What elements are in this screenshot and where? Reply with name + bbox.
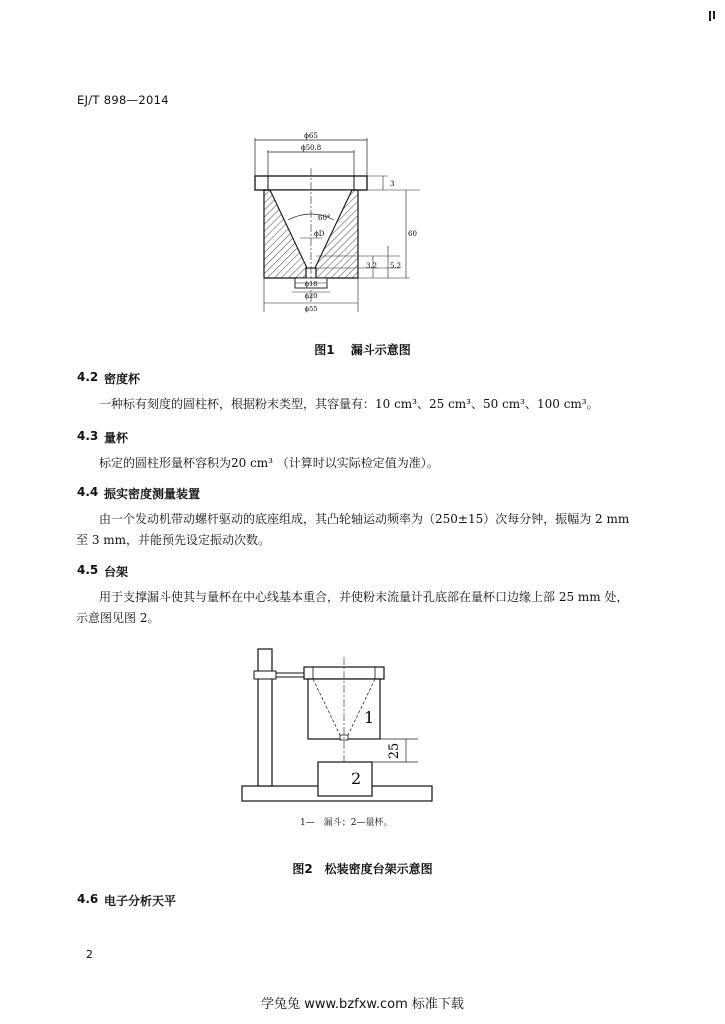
figure2-legend: 1— 漏斗；2—量杯。 [300,818,393,828]
dim-d0: ϕD [314,230,325,238]
dim-h60: 60 [408,230,417,238]
section-4-6-title: 电子分析天平 [104,894,177,908]
section-4-2-body: 一种标有刻度的圆柱杯，根据粉末类型，其容量有：10 cm³、25 cm³、50 cm³、100 cm³。 [99,397,599,411]
page-number: 2 [86,948,93,961]
dim-d65: ϕ65 [304,132,318,140]
stand-pole [258,649,272,786]
dim-d20: ϕ20 [304,292,318,300]
section-4-4-body-line2: 至 3 mm，并能预先设定振动次数。 [76,533,271,547]
dim-h5-2: 5.2 [390,262,402,270]
section-4-5-number: 4.5 [77,563,99,577]
section-4-3-body: 标定的圆柱形量杯容积为20 cm³ （计算时以实际检定值为准）。 [99,456,439,470]
dim-h3-2: 3.2 [366,262,378,270]
stand-diagram [238,643,438,813]
section-4-3-title: 量杯 [104,431,129,445]
section-4-3-number: 4.3 [77,429,99,443]
section-4-4-body-line1: 由一个发动机带动螺杆驱动的底座组成，其凸轮轴运动频率为（250±15）次每分钟，振幅为 2 mm [99,512,630,526]
dim-d18: ϕ18 [304,280,318,288]
dim-25: 25 [387,742,402,760]
dim-h3: 3 [390,180,395,188]
section-4-5-title: 台架 [104,565,129,579]
dim-d50-8: ϕ50.8 [300,144,322,152]
measuring-cup [318,762,372,796]
section-4-2-title: 密度杯 [104,372,141,386]
section-4-5-body-line1: 用于支撑漏斗使其与量杯在中心线基本重合，并使粉末流量计孔底部在量杯口边缘上部 25 mm 处， [99,590,629,604]
section-4-4-number: 4.4 [77,485,99,499]
section-4-2-number: 4.2 [77,370,99,384]
footer-watermark: 学兔兔 www.bzfxw.com 标准下载 [261,997,464,1012]
section-4-6-number: 4.6 [77,892,99,906]
figure2-caption: 图2 松装密度台架示意图 [292,862,433,876]
label-funnel: 1 [364,708,375,727]
label-cup: 2 [351,769,362,788]
dim-angle: 60° [318,214,331,222]
corner-mark [709,6,715,16]
dim-d55: ϕ55 [304,305,318,313]
standard-code: EJ/T 898—2014 [77,93,169,107]
section-4-5-body-line2: 示意图见图 2。 [76,611,160,625]
section-4-4-title: 振实密度测量装置 [104,487,201,501]
figure1-caption: 图1 漏斗示意图 [314,343,411,357]
funnel-diagram [240,128,420,318]
